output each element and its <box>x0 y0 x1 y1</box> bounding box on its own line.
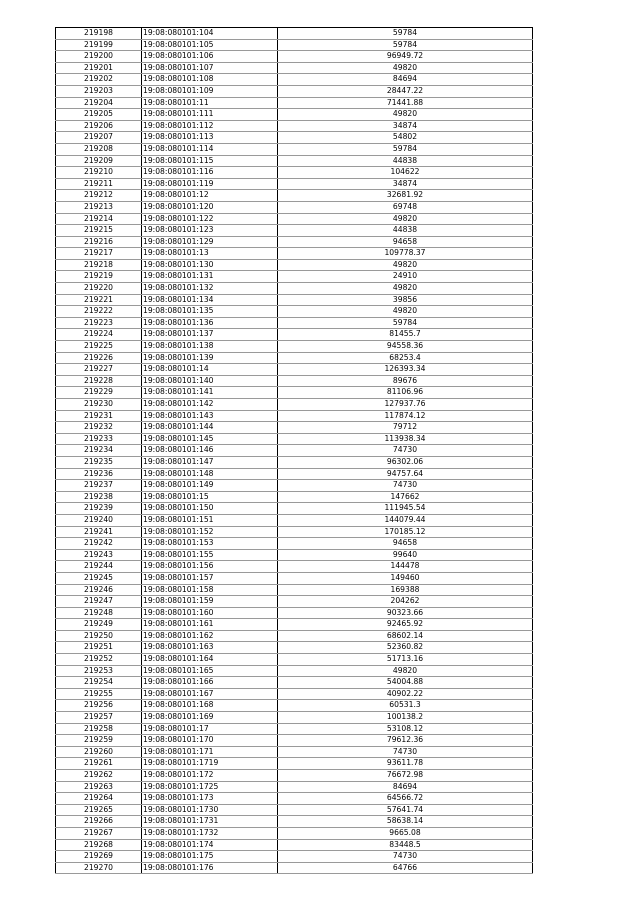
table-row <box>56 178 533 190</box>
table-row <box>56 306 533 318</box>
row-id-cell: 219216 <box>56 236 142 248</box>
cadastral-number-cell: 19:08:080101:14 <box>142 364 278 376</box>
table-row <box>56 654 533 666</box>
value-cell: 60531.3 <box>278 700 533 712</box>
row-id-cell: 219222 <box>56 306 142 318</box>
row-id-cell: 219247 <box>56 596 142 608</box>
value-cell: 71441.88 <box>278 97 533 109</box>
value-cell: 93611.78 <box>278 758 533 770</box>
value-cell: 94658 <box>278 538 533 550</box>
cadastral-number-cell: 19:08:080101:123 <box>142 225 278 237</box>
table-row <box>56 85 533 97</box>
table-row <box>56 317 533 329</box>
row-id-cell: 219220 <box>56 283 142 295</box>
value-cell: 81106.96 <box>278 387 533 399</box>
table-row <box>56 538 533 550</box>
table-row <box>56 561 533 573</box>
row-id-cell: 219242 <box>56 538 142 550</box>
table-row <box>56 665 533 677</box>
row-id-cell: 219265 <box>56 804 142 816</box>
cadastral-number-cell: 19:08:080101:166 <box>142 677 278 689</box>
row-id-cell: 219237 <box>56 480 142 492</box>
value-cell: 147662 <box>278 491 533 503</box>
cadastral-number-cell: 19:08:080101:153 <box>142 538 278 550</box>
cadastral-number-cell: 19:08:080101:138 <box>142 341 278 353</box>
cadastral-number-cell: 19:08:080101:17 <box>142 723 278 735</box>
value-cell: 100138.2 <box>278 712 533 724</box>
table-row <box>56 62 533 74</box>
row-id-cell: 219235 <box>56 456 142 468</box>
row-id-cell: 219234 <box>56 445 142 457</box>
value-cell: 94757.64 <box>278 468 533 480</box>
table-row <box>56 642 533 654</box>
cadastral-number-cell: 19:08:080101:165 <box>142 665 278 677</box>
row-id-cell: 219231 <box>56 410 142 422</box>
value-cell: 170185.12 <box>278 526 533 538</box>
table-body <box>56 28 533 874</box>
row-id-cell: 219246 <box>56 584 142 596</box>
value-cell: 204262 <box>278 596 533 608</box>
table-row <box>56 28 533 40</box>
value-cell: 144079.44 <box>278 514 533 526</box>
value-cell: 49820 <box>278 62 533 74</box>
row-id-cell: 219199 <box>56 39 142 51</box>
cadastral-number-cell: 19:08:080101:172 <box>142 770 278 782</box>
value-cell: 99640 <box>278 549 533 561</box>
row-id-cell: 219201 <box>56 62 142 74</box>
row-id-cell: 219233 <box>56 433 142 445</box>
cadastral-number-cell: 19:08:080101:131 <box>142 271 278 283</box>
row-id-cell: 219218 <box>56 259 142 271</box>
cadastral-number-cell: 19:08:080101:132 <box>142 283 278 295</box>
cadastral-value-table <box>55 27 533 874</box>
value-cell: 84694 <box>278 781 533 793</box>
row-id-cell: 219205 <box>56 109 142 121</box>
row-id-cell: 219249 <box>56 619 142 631</box>
row-id-cell: 219230 <box>56 399 142 411</box>
value-cell: 51713.16 <box>278 654 533 666</box>
cadastral-number-cell: 19:08:080101:170 <box>142 735 278 747</box>
table-row <box>56 410 533 422</box>
row-id-cell: 219202 <box>56 74 142 86</box>
value-cell: 79712 <box>278 422 533 434</box>
table-row <box>56 399 533 411</box>
value-cell: 39856 <box>278 294 533 306</box>
value-cell: 109778.37 <box>278 248 533 260</box>
table-row <box>56 491 533 503</box>
row-id-cell: 219270 <box>56 862 142 874</box>
table-row <box>56 341 533 353</box>
value-cell: 89676 <box>278 375 533 387</box>
table-row <box>56 97 533 109</box>
table-row <box>56 167 533 179</box>
row-id-cell: 219253 <box>56 665 142 677</box>
table-row <box>56 387 533 399</box>
table-row <box>56 712 533 724</box>
value-cell: 90323.66 <box>278 607 533 619</box>
value-cell: 68602.14 <box>278 630 533 642</box>
value-cell: 54802 <box>278 132 533 144</box>
cadastral-number-cell: 19:08:080101:12 <box>142 190 278 202</box>
value-cell: 44838 <box>278 155 533 167</box>
cadastral-number-cell: 19:08:080101:164 <box>142 654 278 666</box>
row-id-cell: 219244 <box>56 561 142 573</box>
cadastral-number-cell: 19:08:080101:144 <box>142 422 278 434</box>
value-cell: 40902.22 <box>278 688 533 700</box>
cadastral-number-cell: 19:08:080101:1730 <box>142 804 278 816</box>
cadastral-number-cell: 19:08:080101:111 <box>142 109 278 121</box>
value-cell: 59784 <box>278 28 533 40</box>
value-cell: 74730 <box>278 851 533 863</box>
cadastral-number-cell: 19:08:080101:1731 <box>142 816 278 828</box>
row-id-cell: 219225 <box>56 341 142 353</box>
row-id-cell: 219243 <box>56 549 142 561</box>
row-id-cell: 219266 <box>56 816 142 828</box>
value-cell: 49820 <box>278 213 533 225</box>
row-id-cell: 219206 <box>56 120 142 132</box>
cadastral-number-cell: 19:08:080101:134 <box>142 294 278 306</box>
value-cell: 24910 <box>278 271 533 283</box>
table-row <box>56 758 533 770</box>
value-cell: 34874 <box>278 120 533 132</box>
cadastral-number-cell: 19:08:080101:141 <box>142 387 278 399</box>
value-cell: 79612.36 <box>278 735 533 747</box>
cadastral-number-cell: 19:08:080101:15 <box>142 491 278 503</box>
table-row <box>56 688 533 700</box>
value-cell: 127937.76 <box>278 399 533 411</box>
value-cell: 83448.5 <box>278 839 533 851</box>
row-id-cell: 219226 <box>56 352 142 364</box>
value-cell: 59784 <box>278 39 533 51</box>
table-row <box>56 700 533 712</box>
table-row <box>56 619 533 631</box>
cadastral-number-cell: 19:08:080101:162 <box>142 630 278 642</box>
table-row <box>56 793 533 805</box>
cadastral-number-cell: 19:08:080101:108 <box>142 74 278 86</box>
value-cell: 111945.54 <box>278 503 533 515</box>
table-row <box>56 225 533 237</box>
table-row <box>56 816 533 828</box>
value-cell: 117874.12 <box>278 410 533 422</box>
table-row <box>56 480 533 492</box>
table-row <box>56 735 533 747</box>
table-row <box>56 607 533 619</box>
cadastral-number-cell: 19:08:080101:114 <box>142 143 278 155</box>
row-id-cell: 219262 <box>56 770 142 782</box>
value-cell: 76672.98 <box>278 770 533 782</box>
value-cell: 74730 <box>278 445 533 457</box>
row-id-cell: 219232 <box>56 422 142 434</box>
row-id-cell: 219223 <box>56 317 142 329</box>
value-cell: 149460 <box>278 572 533 584</box>
table-row <box>56 630 533 642</box>
cadastral-number-cell: 19:08:080101:174 <box>142 839 278 851</box>
table-row <box>56 804 533 816</box>
cadastral-number-cell: 19:08:080101:112 <box>142 120 278 132</box>
value-cell: 49820 <box>278 283 533 295</box>
table-row <box>56 422 533 434</box>
row-id-cell: 219264 <box>56 793 142 805</box>
cadastral-number-cell: 19:08:080101:163 <box>142 642 278 654</box>
row-id-cell: 219214 <box>56 213 142 225</box>
table-row <box>56 155 533 167</box>
row-id-cell: 219238 <box>56 491 142 503</box>
row-id-cell: 219260 <box>56 746 142 758</box>
value-cell: 49820 <box>278 665 533 677</box>
value-cell: 113938.34 <box>278 433 533 445</box>
table-row <box>56 456 533 468</box>
table-row <box>56 143 533 155</box>
table-row <box>56 839 533 851</box>
value-cell: 32681.92 <box>278 190 533 202</box>
row-id-cell: 219219 <box>56 271 142 283</box>
table-row <box>56 827 533 839</box>
value-cell: 59784 <box>278 143 533 155</box>
row-id-cell: 219217 <box>56 248 142 260</box>
value-cell: 74730 <box>278 746 533 758</box>
value-cell: 69748 <box>278 201 533 213</box>
value-cell: 53108.12 <box>278 723 533 735</box>
row-id-cell: 219268 <box>56 839 142 851</box>
table-row <box>56 526 533 538</box>
table-row <box>56 596 533 608</box>
cadastral-number-cell: 19:08:080101:139 <box>142 352 278 364</box>
table-row <box>56 283 533 295</box>
row-id-cell: 219203 <box>56 85 142 97</box>
value-cell: 54004.88 <box>278 677 533 689</box>
cadastral-number-cell: 19:08:080101:130 <box>142 259 278 271</box>
cadastral-number-cell: 19:08:080101:158 <box>142 584 278 596</box>
row-id-cell: 219198 <box>56 28 142 40</box>
cadastral-number-cell: 19:08:080101:147 <box>142 456 278 468</box>
table-row <box>56 468 533 480</box>
cadastral-number-cell: 19:08:080101:105 <box>142 39 278 51</box>
value-cell: 94658 <box>278 236 533 248</box>
row-id-cell: 219255 <box>56 688 142 700</box>
row-id-cell: 219215 <box>56 225 142 237</box>
table-row <box>56 723 533 735</box>
table-row <box>56 503 533 515</box>
row-id-cell: 219204 <box>56 97 142 109</box>
cadastral-number-cell: 19:08:080101:104 <box>142 28 278 40</box>
cadastral-number-cell: 19:08:080101:156 <box>142 561 278 573</box>
table-row <box>56 433 533 445</box>
row-id-cell: 219261 <box>56 758 142 770</box>
value-cell: 126393.34 <box>278 364 533 376</box>
table-row <box>56 294 533 306</box>
row-id-cell: 219211 <box>56 178 142 190</box>
value-cell: 34874 <box>278 178 533 190</box>
row-id-cell: 219245 <box>56 572 142 584</box>
value-cell: 64566.72 <box>278 793 533 805</box>
row-id-cell: 219240 <box>56 514 142 526</box>
cadastral-number-cell: 19:08:080101:145 <box>142 433 278 445</box>
table-row <box>56 677 533 689</box>
cadastral-number-cell: 19:08:080101:1725 <box>142 781 278 793</box>
value-cell: 49820 <box>278 306 533 318</box>
table-row <box>56 248 533 260</box>
cadastral-number-cell: 19:08:080101:143 <box>142 410 278 422</box>
table-row <box>56 862 533 874</box>
cadastral-number-cell: 19:08:080101:169 <box>142 712 278 724</box>
table-row <box>56 120 533 132</box>
value-cell: 81455.7 <box>278 329 533 341</box>
cadastral-number-cell: 19:08:080101:155 <box>142 549 278 561</box>
value-cell: 144478 <box>278 561 533 573</box>
cadastral-number-cell: 19:08:080101:122 <box>142 213 278 225</box>
value-cell: 169388 <box>278 584 533 596</box>
row-id-cell: 219263 <box>56 781 142 793</box>
table-row <box>56 190 533 202</box>
value-cell: 94558.36 <box>278 341 533 353</box>
cadastral-number-cell: 19:08:080101:115 <box>142 155 278 167</box>
cadastral-number-cell: 19:08:080101:151 <box>142 514 278 526</box>
value-cell: 96949.72 <box>278 51 533 63</box>
row-id-cell: 219213 <box>56 201 142 213</box>
row-id-cell: 219257 <box>56 712 142 724</box>
value-cell: 28447.22 <box>278 85 533 97</box>
cadastral-number-cell: 19:08:080101:109 <box>142 85 278 97</box>
cadastral-number-cell: 19:08:080101:119 <box>142 178 278 190</box>
row-id-cell: 219252 <box>56 654 142 666</box>
cadastral-number-cell: 19:08:080101:1719 <box>142 758 278 770</box>
table-row <box>56 781 533 793</box>
cadastral-number-cell: 19:08:080101:175 <box>142 851 278 863</box>
cadastral-number-cell: 19:08:080101:167 <box>142 688 278 700</box>
value-cell: 52360.82 <box>278 642 533 654</box>
cadastral-number-cell: 19:08:080101:152 <box>142 526 278 538</box>
row-id-cell: 219208 <box>56 143 142 155</box>
row-id-cell: 219228 <box>56 375 142 387</box>
row-id-cell: 219224 <box>56 329 142 341</box>
cadastral-number-cell: 19:08:080101:146 <box>142 445 278 457</box>
row-id-cell: 219229 <box>56 387 142 399</box>
row-id-cell: 219248 <box>56 607 142 619</box>
cadastral-number-cell: 19:08:080101:106 <box>142 51 278 63</box>
cadastral-number-cell: 19:08:080101:137 <box>142 329 278 341</box>
table-row <box>56 132 533 144</box>
table-row <box>56 236 533 248</box>
value-cell: 84694 <box>278 74 533 86</box>
row-id-cell: 219207 <box>56 132 142 144</box>
value-cell: 104622 <box>278 167 533 179</box>
value-cell: 49820 <box>278 109 533 121</box>
cadastral-number-cell: 19:08:080101:136 <box>142 317 278 329</box>
value-cell: 58638.14 <box>278 816 533 828</box>
table-row <box>56 572 533 584</box>
value-cell: 59784 <box>278 317 533 329</box>
table-row <box>56 74 533 86</box>
row-id-cell: 219259 <box>56 735 142 747</box>
table-row <box>56 851 533 863</box>
row-id-cell: 219209 <box>56 155 142 167</box>
row-id-cell: 219258 <box>56 723 142 735</box>
value-cell: 9665.08 <box>278 827 533 839</box>
table-row <box>56 584 533 596</box>
table-row <box>56 445 533 457</box>
cadastral-number-cell: 19:08:080101:142 <box>142 399 278 411</box>
table-row <box>56 51 533 63</box>
row-id-cell: 219212 <box>56 190 142 202</box>
table-row <box>56 39 533 51</box>
value-cell: 49820 <box>278 259 533 271</box>
row-id-cell: 219221 <box>56 294 142 306</box>
row-id-cell: 219269 <box>56 851 142 863</box>
cadastral-number-cell: 19:08:080101:150 <box>142 503 278 515</box>
row-id-cell: 219251 <box>56 642 142 654</box>
table-row <box>56 770 533 782</box>
table-row <box>56 352 533 364</box>
row-id-cell: 219236 <box>56 468 142 480</box>
row-id-cell: 219227 <box>56 364 142 376</box>
cadastral-number-cell: 19:08:080101:173 <box>142 793 278 805</box>
cadastral-number-cell: 19:08:080101:129 <box>142 236 278 248</box>
cadastral-number-cell: 19:08:080101:168 <box>142 700 278 712</box>
value-cell: 92465.92 <box>278 619 533 631</box>
value-cell: 74730 <box>278 480 533 492</box>
row-id-cell: 219200 <box>56 51 142 63</box>
value-cell: 44838 <box>278 225 533 237</box>
table-row <box>56 259 533 271</box>
row-id-cell: 219254 <box>56 677 142 689</box>
row-id-cell: 219250 <box>56 630 142 642</box>
cadastral-number-cell: 19:08:080101:120 <box>142 201 278 213</box>
table-row <box>56 109 533 121</box>
table-row <box>56 375 533 387</box>
row-id-cell: 219256 <box>56 700 142 712</box>
cadastral-number-cell: 19:08:080101:13 <box>142 248 278 260</box>
value-cell: 68253.4 <box>278 352 533 364</box>
cadastral-number-cell: 19:08:080101:171 <box>142 746 278 758</box>
cadastral-number-cell: 19:08:080101:160 <box>142 607 278 619</box>
cadastral-number-cell: 19:08:080101:148 <box>142 468 278 480</box>
cadastral-number-cell: 19:08:080101:157 <box>142 572 278 584</box>
row-id-cell: 219241 <box>56 526 142 538</box>
value-cell: 96302.06 <box>278 456 533 468</box>
row-id-cell: 219210 <box>56 167 142 179</box>
cadastral-number-cell: 19:08:080101:107 <box>142 62 278 74</box>
table-row <box>56 271 533 283</box>
cadastral-number-cell: 19:08:080101:11 <box>142 97 278 109</box>
table-row <box>56 746 533 758</box>
cadastral-number-cell: 19:08:080101:149 <box>142 480 278 492</box>
table-row <box>56 549 533 561</box>
cadastral-number-cell: 19:08:080101:161 <box>142 619 278 631</box>
value-cell: 64766 <box>278 862 533 874</box>
table-row <box>56 201 533 213</box>
table-row <box>56 364 533 376</box>
table-row <box>56 514 533 526</box>
cadastral-number-cell: 19:08:080101:135 <box>142 306 278 318</box>
value-cell: 57641.74 <box>278 804 533 816</box>
cadastral-number-cell: 19:08:080101:1732 <box>142 827 278 839</box>
cadastral-number-cell: 19:08:080101:116 <box>142 167 278 179</box>
cadastral-number-cell: 19:08:080101:159 <box>142 596 278 608</box>
cadastral-number-cell: 19:08:080101:140 <box>142 375 278 387</box>
cadastral-number-cell: 19:08:080101:176 <box>142 862 278 874</box>
table-row <box>56 329 533 341</box>
table-row <box>56 213 533 225</box>
row-id-cell: 219239 <box>56 503 142 515</box>
row-id-cell: 219267 <box>56 827 142 839</box>
cadastral-number-cell: 19:08:080101:113 <box>142 132 278 144</box>
